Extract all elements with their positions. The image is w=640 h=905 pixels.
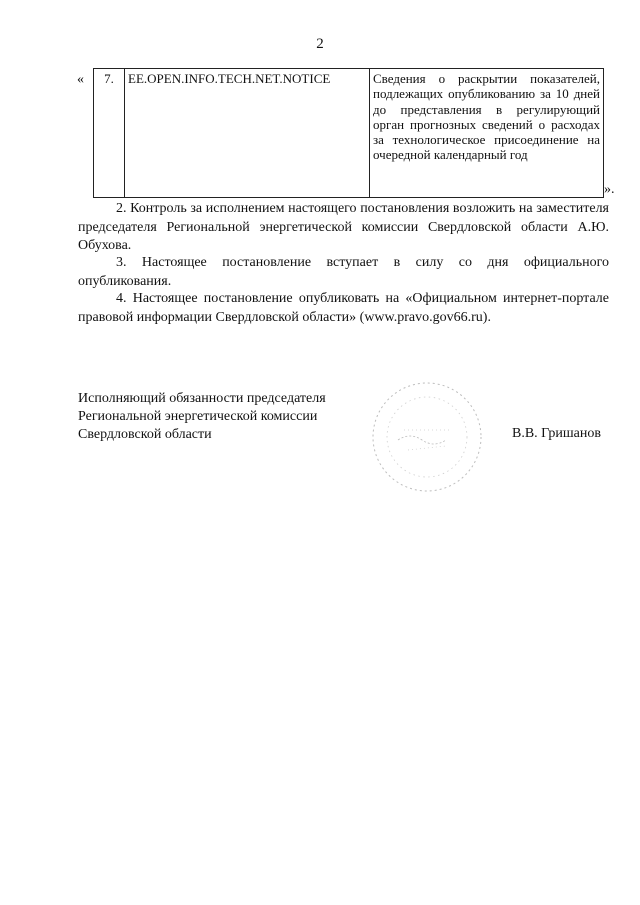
signatory-title: [78, 390, 378, 444]
faint-seal-stamp-icon: [368, 378, 486, 496]
row-number-cell: 7.: [94, 69, 125, 198]
signatory-name: В.В. Гришанов: [512, 426, 601, 441]
closing-quote-mark: ».: [604, 182, 615, 197]
paragraph-4-publish: 4. Настоящее постановление опубликовать на «Официальном интернет-портале правовой информации Свердловской области» (www.pravo.gov66.ru).: [78, 291, 609, 325]
row-code-cell: EE.OPEN.INFO.TECH.NET.NOTICE: [125, 69, 370, 198]
page-number: 2: [316, 36, 324, 52]
opening-quote-mark: «: [77, 72, 84, 87]
signatory-title-line: Свердловской области: [78, 427, 212, 442]
signatory-title-line: Региональной энергетической комиссии: [78, 409, 318, 424]
notice-table: [93, 68, 604, 198]
paragraph-2-control: 2. Контроль за исполнением настоящего постановления возложить на заместителя председателя Региональной энергетической комиссии Свердловской области А.Ю. Обухова.: [78, 201, 609, 253]
table-row: [94, 69, 604, 198]
signatory-title-line: Исполняющий обязанности председателя: [78, 391, 326, 406]
row-description-cell: Сведения о раскрытии показателей, подлежащих опубликованию за 10 дней до представления в регулирующий орган прогнозных сведений о расходах за технологическое присоединение на очередной календарный год: [370, 69, 604, 198]
paragraph-3-effective: 3. Настоящее постановление вступает в силу со дня официального опубликования.: [78, 255, 609, 289]
